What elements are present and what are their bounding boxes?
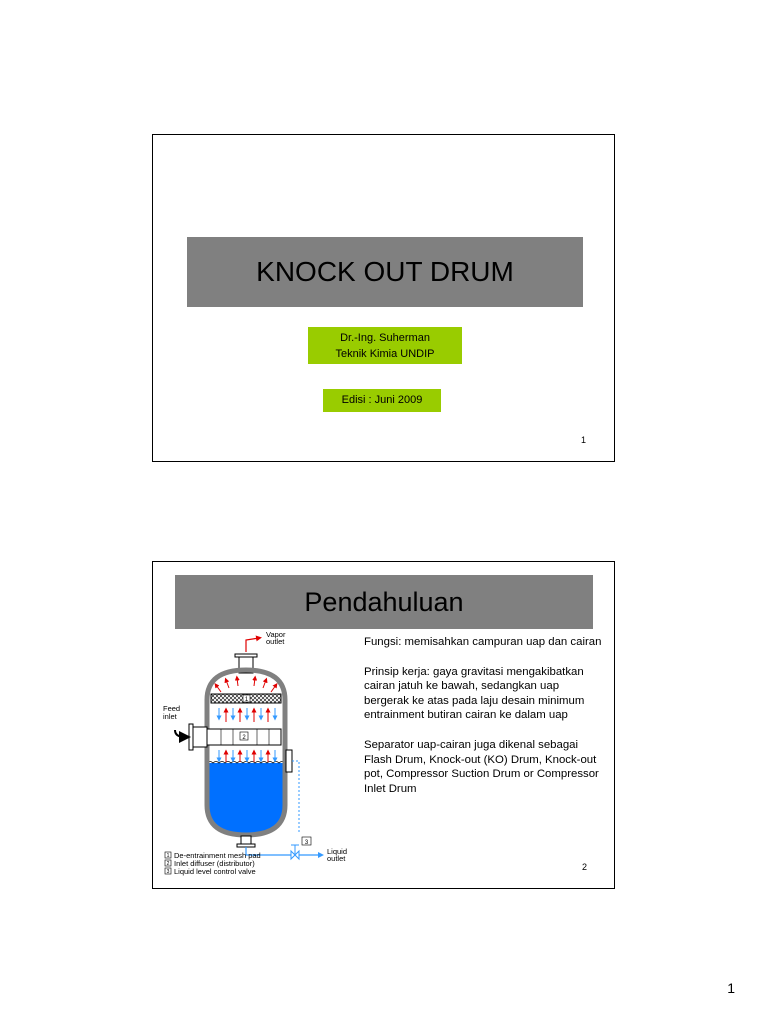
liquid-outlet-label: Liquid outlet — [327, 847, 348, 863]
inlet-diffuser — [189, 724, 281, 750]
slide-2-number: 2 — [581, 862, 587, 872]
paragraph-names: Separator uap-cairan juga dikenal sebagai Flash Drum, Knock-out (KO) Drum, Knock-out pot, Compressor Suction Drum or Compressor Inlet Drum — [364, 738, 599, 795]
legend-item-3: Liquid level control valve — [174, 867, 256, 876]
liquid-body — [203, 763, 293, 843]
author-box — [308, 327, 462, 364]
lower-arrows — [219, 750, 275, 762]
slide-1-number: 1 — [580, 435, 586, 445]
slide-1 — [152, 134, 615, 462]
paragraph-function: Fungsi: memisahkan campuran uap dan cairan — [364, 636, 602, 648]
level-gauge — [286, 750, 292, 772]
paragraph-principle: Prinsip kerja: gaya gravitasi mengakibatkan cairan jatuh ke bawah, sedangkan uap bergerak ke atas pada laju desain minimum entrainment butiran cairan ke dalam uap — [364, 665, 585, 722]
dome-vapor-arrows — [216, 678, 276, 692]
edition-box — [323, 389, 441, 412]
slide-1-title-bar — [187, 237, 583, 307]
liquid-outlet-nozzle — [237, 836, 255, 847]
svg-text:1: 1 — [166, 853, 170, 859]
slide-1-title: KNOCK OUT DRUM — [256, 256, 514, 287]
slide-2-title-bar — [175, 575, 593, 629]
vapor-outlet-arrow — [246, 638, 259, 652]
control-valve-icon — [291, 845, 299, 859]
marker-2: 2 — [242, 735, 246, 741]
feed-inlet-label: Feed inlet — [163, 704, 181, 721]
page-number: 1 — [727, 980, 735, 996]
svg-text:2: 2 — [166, 861, 170, 867]
slide-2-body — [364, 635, 604, 811]
marker-3: 3 — [304, 840, 309, 846]
level-signal-line — [292, 761, 299, 832]
slide-2-title: Pendahuluan — [304, 586, 464, 617]
edition-label: Edisi : Juni 2009 — [341, 394, 423, 406]
author-name: Dr.-Ing. Suherman — [340, 332, 430, 344]
vapor-outlet-label: Vapor outlet — [266, 630, 286, 646]
feed-inlet-arrow — [175, 730, 185, 737]
slide-2 — [152, 561, 615, 889]
knock-out-drum-diagram — [163, 630, 359, 884]
legend-item-1: De-entrainment mesh pad — [174, 851, 261, 860]
liquid-surface — [207, 762, 285, 764]
author-affiliation: Teknik Kimia UNDIP — [335, 348, 435, 360]
diagram-legend — [165, 851, 261, 876]
separation-arrows — [219, 708, 275, 722]
svg-text:3: 3 — [166, 869, 170, 875]
marker-1: 1 — [244, 697, 249, 703]
legend-item-2: Inlet diffuser (distributor) — [174, 859, 255, 868]
